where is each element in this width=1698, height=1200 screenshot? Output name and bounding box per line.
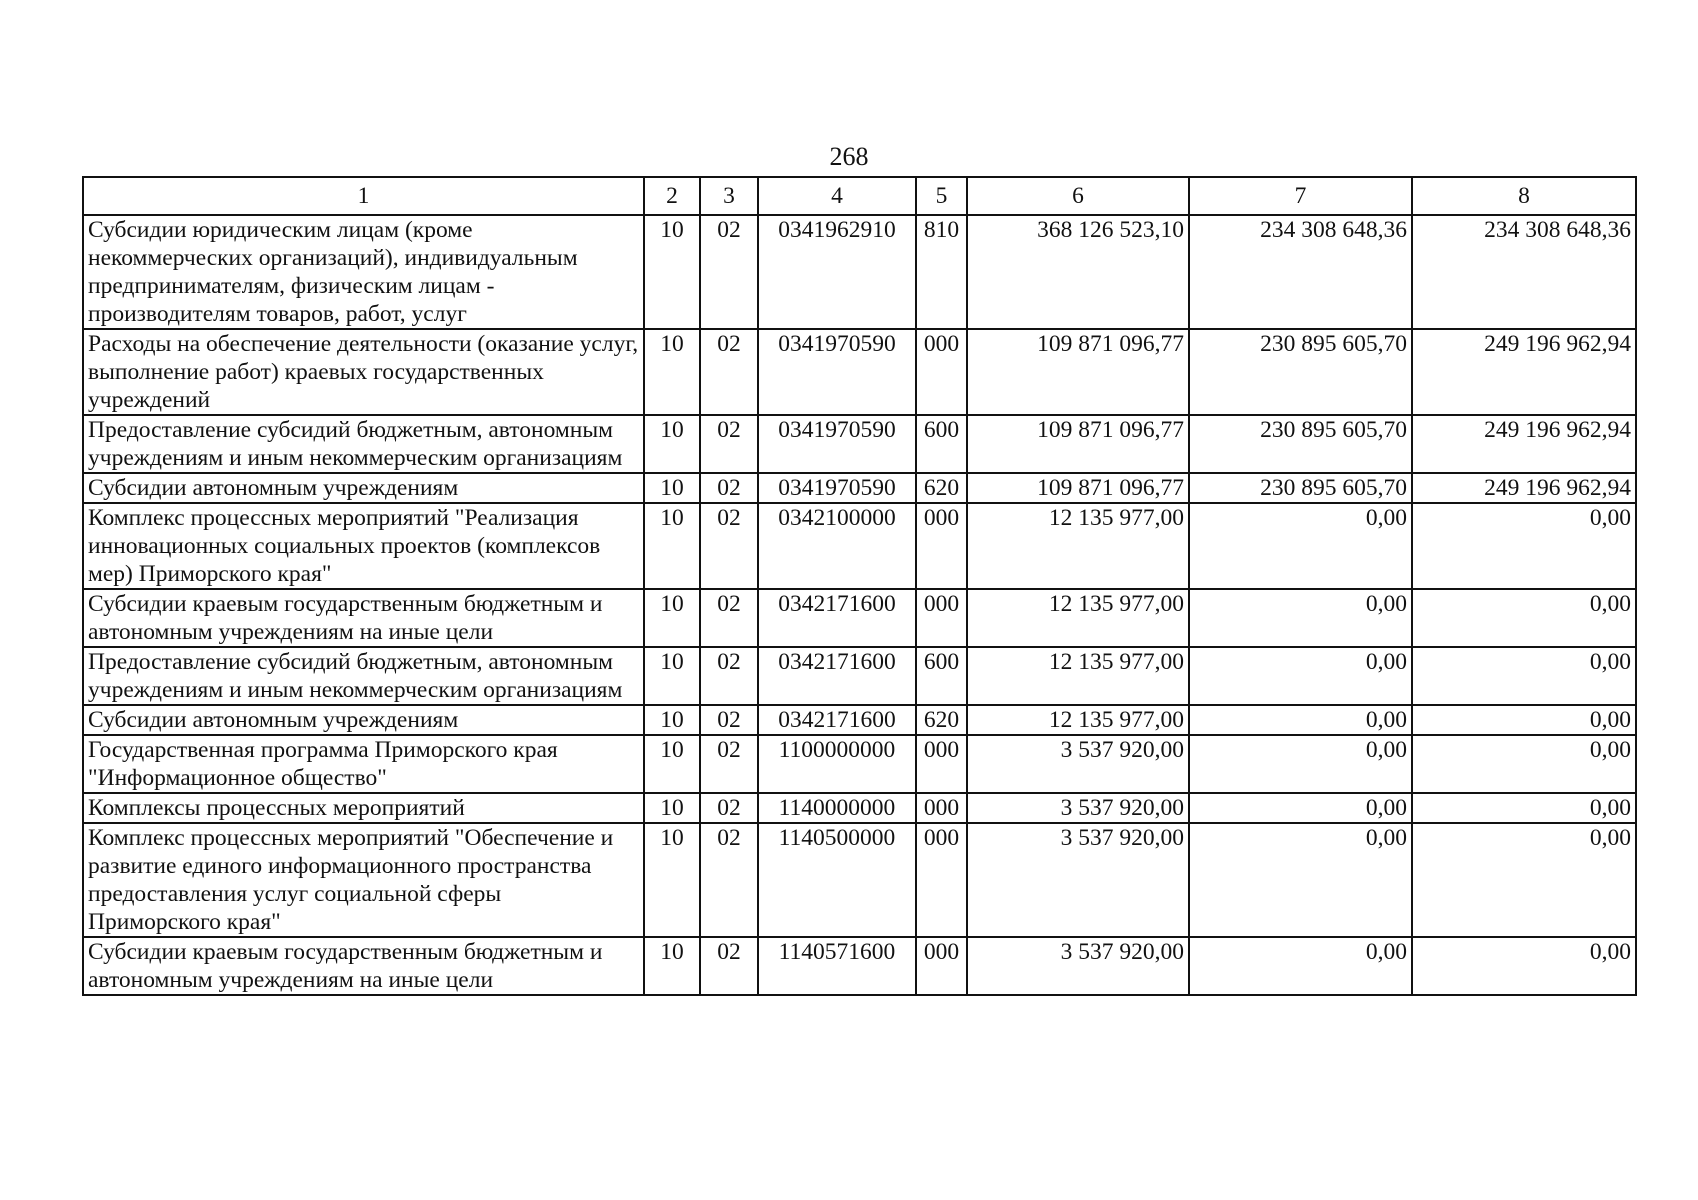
target-article-cell: 0342100000 (758, 503, 916, 589)
amount-col-7-cell: 230 895 605,70 (1189, 415, 1412, 473)
amount-col-8-cell: 0,00 (1412, 503, 1636, 589)
amount-col-8-cell: 0,00 (1412, 823, 1636, 937)
expense-type-cell: 600 (916, 415, 967, 473)
subsection-code-cell: 02 (700, 823, 758, 937)
section-code-cell: 10 (644, 215, 700, 329)
amount-col-7-cell: 234 308 648,36 (1189, 215, 1412, 329)
table-row (83, 937, 1636, 995)
row-name-cell: Предоставление субсидий бюджетным, автономным учреждениям и иным некоммерческим организациям (83, 415, 644, 473)
amount-col-8-cell: 0,00 (1412, 735, 1636, 793)
section-code-cell: 10 (644, 823, 700, 937)
amount-col-8-cell: 234 308 648,36 (1412, 215, 1636, 329)
expense-type-cell: 000 (916, 937, 967, 995)
amount-col-7-cell: 0,00 (1189, 647, 1412, 705)
amount-col-7-cell: 0,00 (1189, 823, 1412, 937)
subsection-code-cell: 02 (700, 589, 758, 647)
header-col-5: 5 (916, 177, 967, 215)
amount-col-8-cell: 249 196 962,94 (1412, 415, 1636, 473)
amount-col-7-cell: 0,00 (1189, 503, 1412, 589)
table-row (83, 215, 1636, 329)
amount-col-8-cell: 0,00 (1412, 589, 1636, 647)
target-article-cell: 0342171600 (758, 705, 916, 735)
target-article-cell: 0341970590 (758, 329, 916, 415)
expense-type-cell: 620 (916, 473, 967, 503)
amount-col-8-cell: 0,00 (1412, 793, 1636, 823)
amount-col-6-cell: 109 871 096,77 (967, 473, 1189, 503)
subsection-code-cell: 02 (700, 503, 758, 589)
table-row (83, 589, 1636, 647)
header-col-6: 6 (967, 177, 1189, 215)
subsection-code-cell: 02 (700, 473, 758, 503)
amount-col-7-cell: 0,00 (1189, 705, 1412, 735)
amount-col-6-cell: 12 135 977,00 (967, 647, 1189, 705)
subsection-code-cell: 02 (700, 215, 758, 329)
amount-col-6-cell: 3 537 920,00 (967, 793, 1189, 823)
row-name-cell: Комплексы процессных мероприятий (83, 793, 644, 823)
header-col-2: 2 (644, 177, 700, 215)
section-code-cell: 10 (644, 329, 700, 415)
table-row (83, 705, 1636, 735)
section-code-cell: 10 (644, 937, 700, 995)
section-code-cell: 10 (644, 705, 700, 735)
target-article-cell: 0341970590 (758, 473, 916, 503)
subsection-code-cell: 02 (700, 735, 758, 793)
row-name-cell: Комплекс процессных мероприятий "Реализация инновационных социальных проектов (комплексов мер) Приморского края" (83, 503, 644, 589)
header-row (83, 177, 1636, 215)
table-row (83, 735, 1636, 793)
header-col-3: 3 (700, 177, 758, 215)
expense-type-cell: 000 (916, 823, 967, 937)
target-article-cell: 0341962910 (758, 215, 916, 329)
amount-col-8-cell: 249 196 962,94 (1412, 473, 1636, 503)
header-col-4: 4 (758, 177, 916, 215)
table-row (83, 503, 1636, 589)
section-code-cell: 10 (644, 735, 700, 793)
amount-col-7-cell: 230 895 605,70 (1189, 473, 1412, 503)
subsection-code-cell: 02 (700, 705, 758, 735)
target-article-cell: 1100000000 (758, 735, 916, 793)
section-code-cell: 10 (644, 793, 700, 823)
subsection-code-cell: 02 (700, 415, 758, 473)
expense-type-cell: 000 (916, 793, 967, 823)
amount-col-8-cell: 249 196 962,94 (1412, 329, 1636, 415)
subsection-code-cell: 02 (700, 937, 758, 995)
target-article-cell: 0342171600 (758, 647, 916, 705)
amount-col-6-cell: 3 537 920,00 (967, 937, 1189, 995)
amount-col-7-cell: 230 895 605,70 (1189, 329, 1412, 415)
subsection-code-cell: 02 (700, 793, 758, 823)
table-body (83, 215, 1636, 995)
amount-col-6-cell: 109 871 096,77 (967, 329, 1189, 415)
target-article-cell: 0341970590 (758, 415, 916, 473)
target-article-cell: 1140500000 (758, 823, 916, 937)
amount-col-8-cell: 0,00 (1412, 705, 1636, 735)
section-code-cell: 10 (644, 415, 700, 473)
row-name-cell: Субсидии автономным учреждениям (83, 473, 644, 503)
table-row (83, 647, 1636, 705)
header-col-1: 1 (83, 177, 644, 215)
table-row (83, 823, 1636, 937)
amount-col-7-cell: 0,00 (1189, 937, 1412, 995)
target-article-cell: 1140000000 (758, 793, 916, 823)
amount-col-6-cell: 3 537 920,00 (967, 823, 1189, 937)
row-name-cell: Расходы на обеспечение деятельности (оказание услуг, выполнение работ) краевых государственных учреждений (83, 329, 644, 415)
row-name-cell: Комплекс процессных мероприятий "Обеспечение и развитие единого информационного пространства предоставления услуг социальной сферы Приморского края" (83, 823, 644, 937)
row-name-cell: Субсидии краевым государственным бюджетным и автономным учреждениям на иные цели (83, 937, 644, 995)
subsection-code-cell: 02 (700, 647, 758, 705)
expense-type-cell: 000 (916, 735, 967, 793)
amount-col-7-cell: 0,00 (1189, 589, 1412, 647)
row-name-cell: Предоставление субсидий бюджетным, автономным учреждениям и иным некоммерческим организациям (83, 647, 644, 705)
amount-col-6-cell: 12 135 977,00 (967, 705, 1189, 735)
expense-type-cell: 600 (916, 647, 967, 705)
budget-table (82, 176, 1637, 996)
amount-col-8-cell: 0,00 (1412, 647, 1636, 705)
amount-col-6-cell: 12 135 977,00 (967, 503, 1189, 589)
amount-col-6-cell: 109 871 096,77 (967, 415, 1189, 473)
table-row (83, 415, 1636, 473)
amount-col-6-cell: 3 537 920,00 (967, 735, 1189, 793)
amount-col-7-cell: 0,00 (1189, 793, 1412, 823)
expense-type-cell: 620 (916, 705, 967, 735)
table-row (83, 329, 1636, 415)
table-row (83, 793, 1636, 823)
header-col-8: 8 (1412, 177, 1636, 215)
section-code-cell: 10 (644, 589, 700, 647)
amount-col-6-cell: 12 135 977,00 (967, 589, 1189, 647)
target-article-cell: 0342171600 (758, 589, 916, 647)
expense-type-cell: 810 (916, 215, 967, 329)
target-article-cell: 1140571600 (758, 937, 916, 995)
subsection-code-cell: 02 (700, 329, 758, 415)
amount-col-6-cell: 368 126 523,10 (967, 215, 1189, 329)
row-name-cell: Субсидии юридическим лицам (кроме некоммерческих организаций), индивидуальным предпринимателям, физическим лицам - производителям товаров, работ, услуг (83, 215, 644, 329)
row-name-cell: Государственная программа Приморского края "Информационное общество" (83, 735, 644, 793)
amount-col-7-cell: 0,00 (1189, 735, 1412, 793)
section-code-cell: 10 (644, 503, 700, 589)
section-code-cell: 10 (644, 473, 700, 503)
section-code-cell: 10 (644, 647, 700, 705)
expense-type-cell: 000 (916, 589, 967, 647)
row-name-cell: Субсидии краевым государственным бюджетным и автономным учреждениям на иные цели (83, 589, 644, 647)
expense-type-cell: 000 (916, 329, 967, 415)
expense-type-cell: 000 (916, 503, 967, 589)
amount-col-8-cell: 0,00 (1412, 937, 1636, 995)
row-name-cell: Субсидии автономным учреждениям (83, 705, 644, 735)
header-col-7: 7 (1189, 177, 1412, 215)
table-row (83, 473, 1636, 503)
page-number: 268 (829, 142, 869, 171)
